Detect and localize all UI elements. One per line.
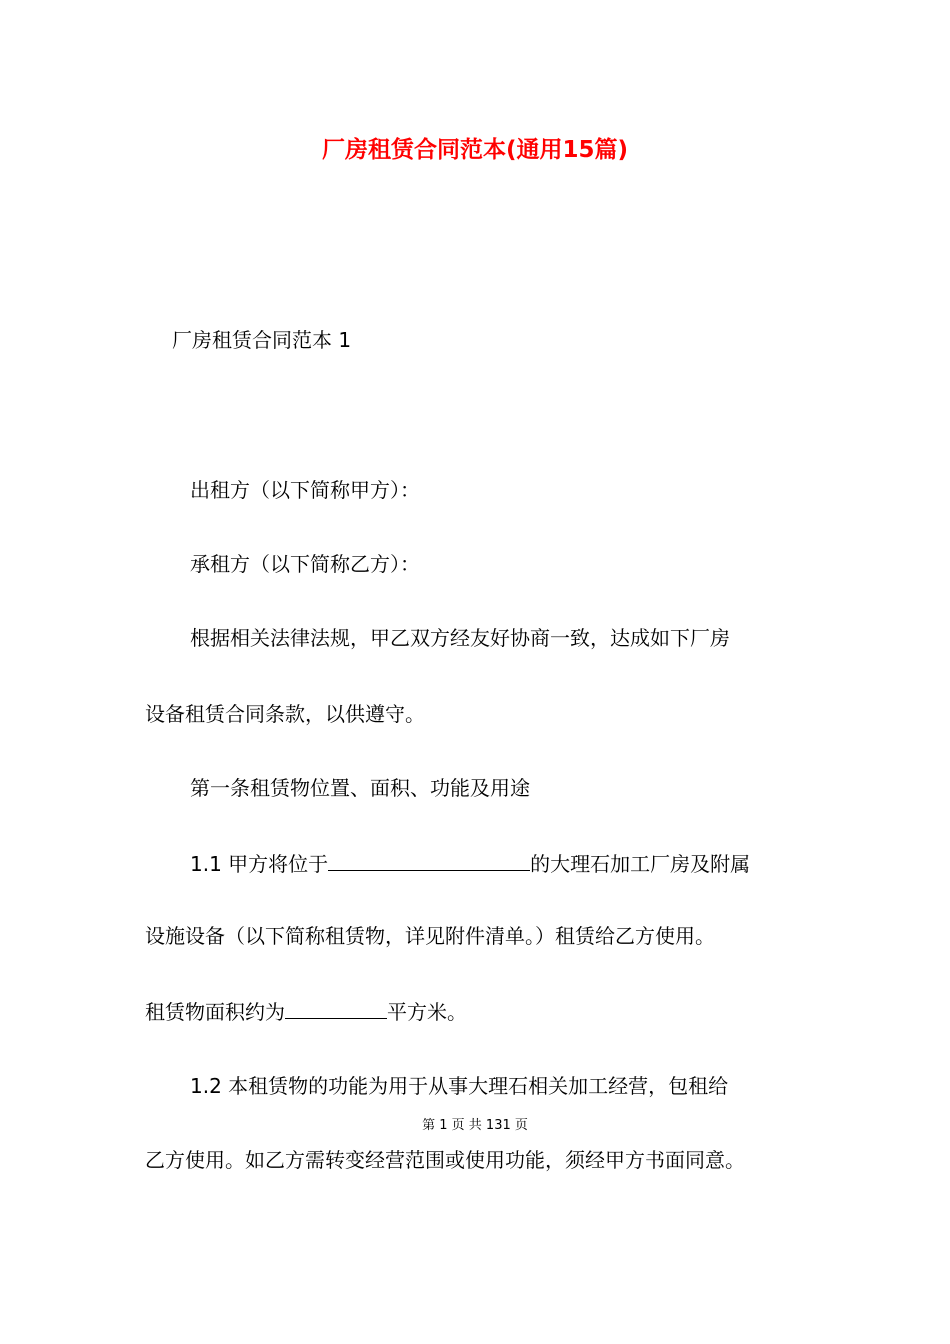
clause-1-2-line-1: 1.2 本租赁物的功能为用于从事大理石相关加工经营，包租给 (190, 1074, 729, 1098)
area-text-a: 租赁物面积约为 (145, 1000, 285, 1024)
article-1-heading: 第一条租赁物位置、面积、功能及用途 (190, 776, 530, 800)
area-text-b: 平方米。 (387, 1000, 467, 1024)
clause-1-1-text-b: 的大理石加工厂房及附属 (530, 852, 751, 876)
intro-line-2: 设备租赁合同条款，以供遵守。 (145, 702, 425, 726)
section-heading: 厂房租赁合同范本 1 (172, 328, 352, 352)
page-indicator: 第 1 页 共 131 页 (422, 1118, 528, 1133)
location-blank (328, 848, 530, 871)
clause-1-1-line-3 (145, 996, 467, 1026)
intro-line-1: 根据相关法律法规，甲乙双方经友好协商一致，达成如下厂房 (190, 626, 730, 650)
document-title: 厂房租赁合同范本(通用15篇) (321, 137, 629, 163)
lessee-line: 承租方（以下简称乙方）： (190, 552, 420, 576)
clause-1-1-line-1 (190, 848, 750, 878)
clause-1-1-text-a: 1.1 甲方将位于 (190, 852, 329, 876)
clause-1-2-line-2: 乙方使用。如乙方需转变经营范围或使用功能，须经甲方书面同意。 (145, 1148, 745, 1172)
lessor-line: 出租方（以下简称甲方）： (190, 478, 420, 502)
clause-1-1-line-2: 设施设备（以下简称租赁物，详见附件清单。）租赁给乙方使用。 (145, 924, 715, 948)
area-blank (285, 996, 387, 1019)
